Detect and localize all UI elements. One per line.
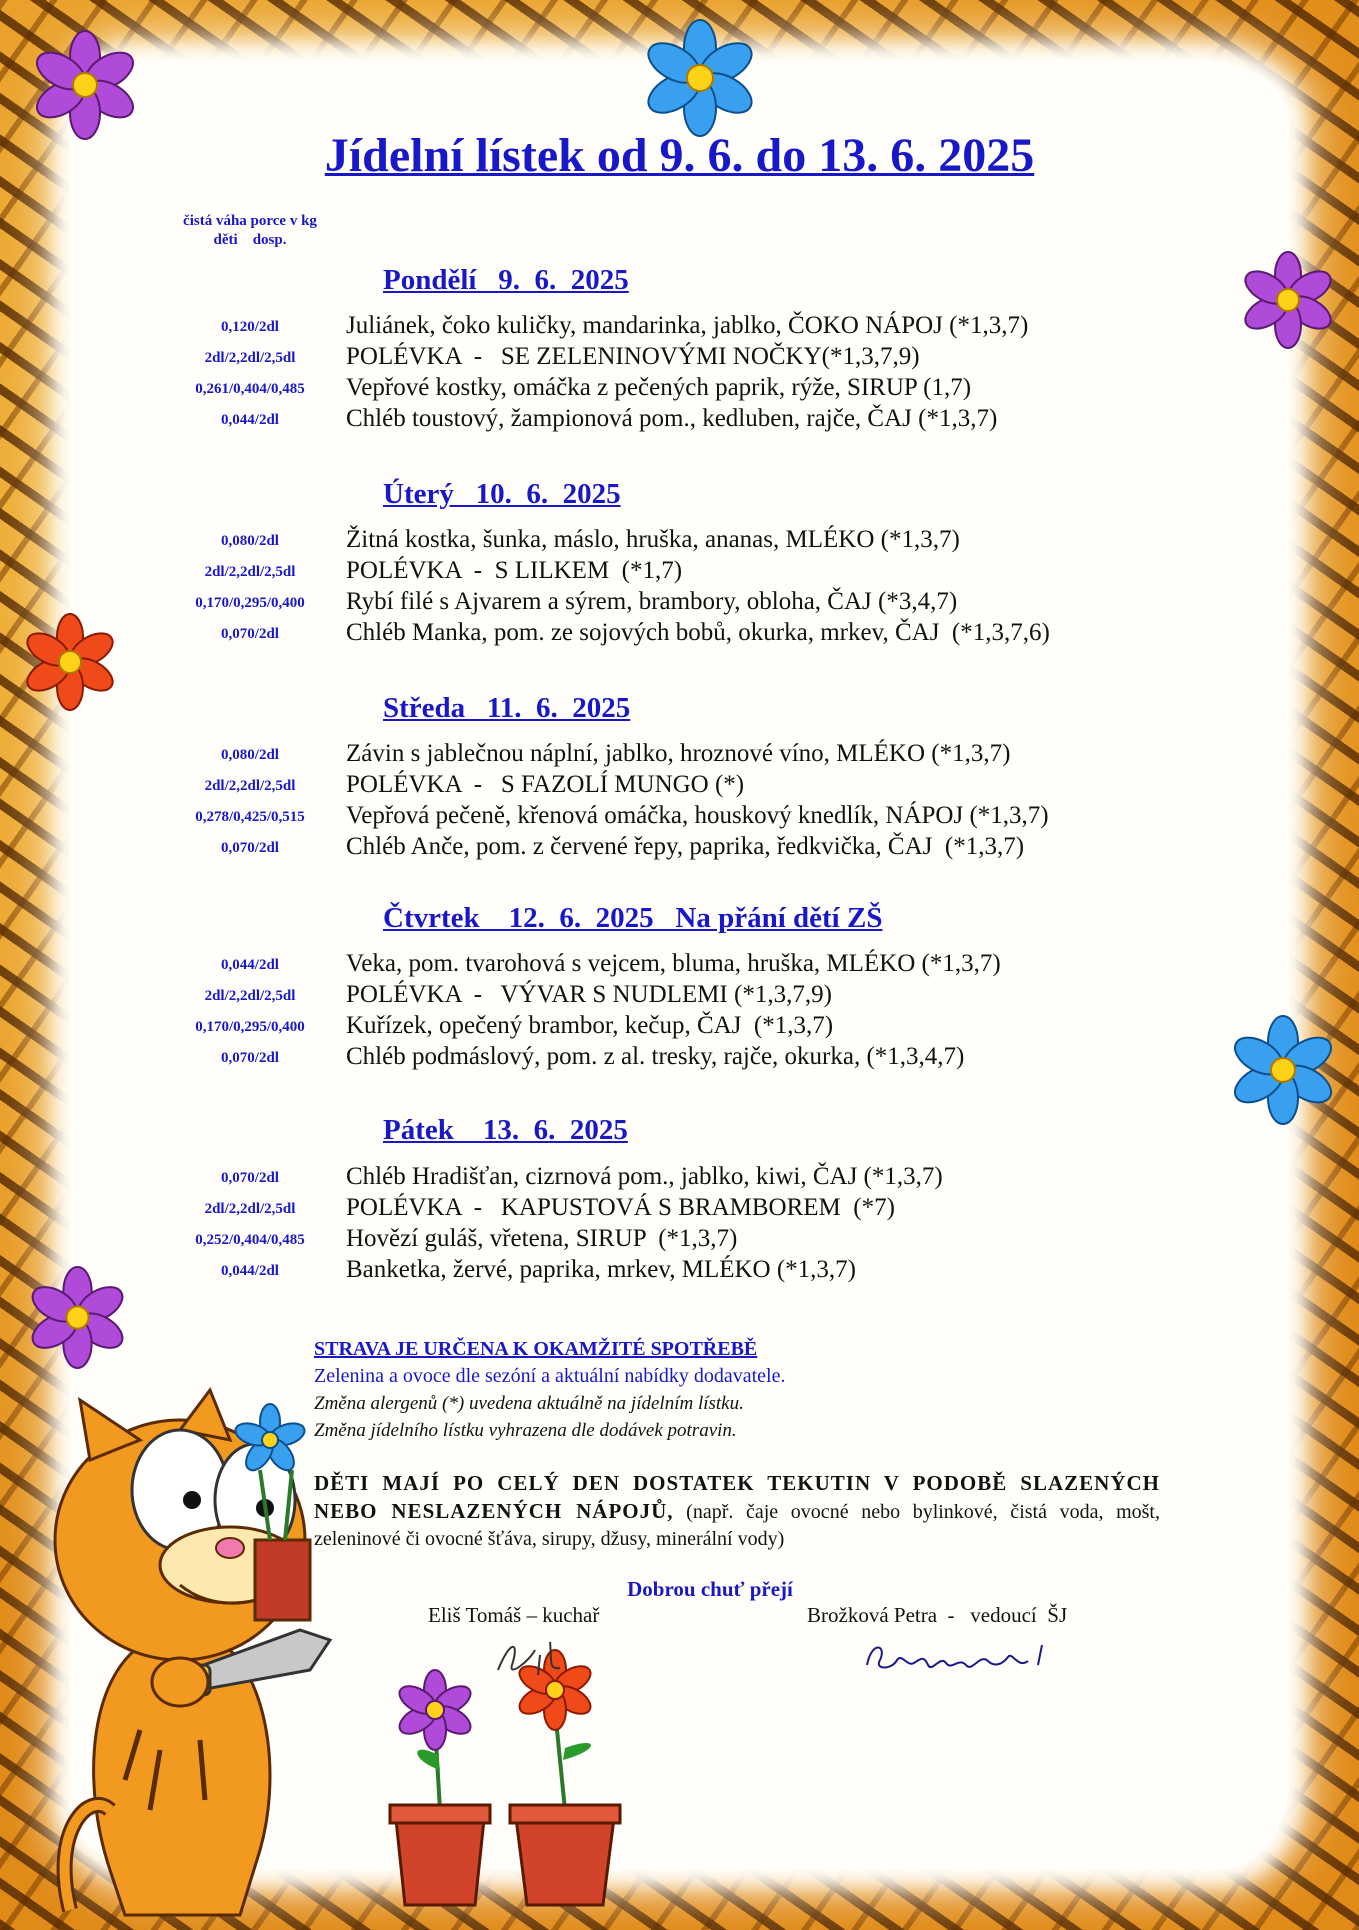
meal-item: Vepřové kostky, omáčka z pečených paprik, rýže, SIRUP (1,7) — [346, 374, 972, 401]
meal-item: Chléb Hradišťan, cizrnová pom., jablko, kiwi, ČAJ (*1,3,7) — [346, 1163, 943, 1190]
menu-row — [0, 557, 1200, 588]
menu-row — [0, 771, 1200, 802]
meal-item: POLÉVKA - KAPUSTOVÁ S BRAMBOREM (*7) — [346, 1194, 895, 1221]
menu-row — [0, 1163, 1200, 1194]
menu-row — [0, 740, 1200, 771]
page-title: Jídelní lístek od 9. 6. do 13. 6. 2025 — [324, 129, 1035, 182]
meal-item: Závin s jablečnou náplní, jablko, hroznové víno, MLÉKO (*1,3,7) — [346, 740, 1011, 767]
notes-produce: Zelenina a ovoce dle sezóní a aktuální nabídky dodavatele. — [314, 1365, 786, 1387]
portion-weight: 0,070/2dl — [221, 1050, 279, 1066]
portion-weight: 0,080/2dl — [221, 533, 279, 549]
weight-header-line2: děti dosp. — [213, 232, 287, 248]
menu-row — [0, 588, 1200, 619]
weight-column-header — [160, 212, 340, 250]
portion-weight: 0,261/0,404/0,485 — [195, 381, 305, 397]
meal-item: Chléb Anče, pom. z červené řepy, paprika, ředkvička, ČAJ (*1,3,7) — [346, 833, 1025, 860]
menu-row — [0, 619, 1200, 650]
drinks-notice — [314, 1470, 1160, 1553]
menu-row — [0, 950, 1200, 981]
portion-weight: 0,044/2dl — [221, 957, 279, 973]
menu-row — [0, 343, 1200, 374]
portion-weight: 2dl/2,2dl/2,5dl — [204, 988, 296, 1004]
menu-row — [0, 1012, 1200, 1043]
menu-row — [0, 1194, 1200, 1225]
notes-changes: Změna jídelního lístku vyhrazena dle dodávek potravin. — [314, 1420, 737, 1441]
notes-block — [314, 1336, 1164, 1444]
meal-item: Juliánek, čoko kuličky, mandarinka, jablko, ČOKO NÁPOJ (*1,3,7) — [346, 312, 1029, 339]
menu-row — [0, 981, 1200, 1012]
day-title-monday: Pondělí 9. 6. 2025 — [383, 264, 629, 296]
portion-weight: 0,278/0,425/0,515 — [195, 809, 305, 825]
meal-item: Chléb podmáslový, pom. z al. tresky, rajče, okurka, (*1,3,4,7) — [346, 1043, 965, 1070]
portion-weight: 0,044/2dl — [221, 1263, 279, 1279]
manager-name: Brožková Petra - vedoucí ŠJ — [807, 1603, 1068, 1627]
menu-row — [0, 1043, 1200, 1074]
notes-allergens: Změna alergenů (*) uvedena aktuálně na jídelním lístku. — [314, 1393, 744, 1414]
meal-item: Veka, pom. tvarohová s vejcem, bluma, hruška, MLÉKO (*1,3,7) — [346, 950, 1001, 977]
portion-weight: 0,070/2dl — [221, 1170, 279, 1186]
notes-consumption: STRAVA JE URČENA K OKAMŽITÉ SPOTŘEBĚ — [314, 1338, 758, 1360]
meal-item: POLÉVKA - S LILKEM (*1,7) — [346, 557, 683, 584]
meal-item: Chléb toustový, žampionová pom., kedluben, rajče, ČAJ (*1,3,7) — [346, 405, 998, 432]
menu-row — [0, 526, 1200, 557]
cook-name: Eliš Tomáš – kuchař — [428, 1603, 600, 1627]
portion-weight: 0,252/0,404/0,485 — [195, 1232, 305, 1248]
portion-weight: 0,070/2dl — [221, 840, 279, 856]
portion-weight: 0,120/2dl — [221, 319, 279, 335]
menu-row — [0, 1256, 1200, 1287]
meal-item: Rybí filé s Ajvarem a sýrem, brambory, obloha, ČAJ (*3,4,7) — [346, 588, 958, 615]
day-title-wednesday: Středa 11. 6. 2025 — [383, 692, 631, 724]
weight-header-line1: čistá váha porce v kg — [183, 213, 317, 229]
drinks-notice-bold: DĚTI MAJÍ PO CELÝ DEN DOSTATEK TEKUTIN V PODOBĚ SLAZENÝCH NEBO NESLAZENÝCH NÁPOJŮ, — [314, 1471, 1160, 1523]
portion-weight: 0,170/0,295/0,400 — [195, 1019, 305, 1035]
cook-signature — [490, 1630, 570, 1690]
meal-item: POLÉVKA - SE ZELENINOVÝMI NOČKY(*1,3,7,9) — [346, 343, 920, 370]
manager-signature — [862, 1635, 1062, 1685]
menu-row — [0, 802, 1200, 833]
meal-item: Žitná kostka, šunka, máslo, hruška, ananas, MLÉKO (*1,3,7) — [346, 526, 960, 553]
meal-item: Banketka, žervé, paprika, mrkev, MLÉKO (*1,3,7) — [346, 1256, 857, 1283]
menu-row — [0, 312, 1200, 343]
menu-row — [0, 405, 1200, 436]
portion-weight: 2dl/2,2dl/2,5dl — [204, 350, 296, 366]
portion-weight: 0,044/2dl — [221, 412, 279, 428]
meal-item: Hovězí guláš, vřetena, SIRUP (*1,3,7) — [346, 1225, 738, 1252]
portion-weight: 2dl/2,2dl/2,5dl — [204, 564, 296, 580]
portion-weight: 2dl/2,2dl/2,5dl — [204, 778, 296, 794]
day-title-friday: Pátek 13. 6. 2025 — [383, 1114, 628, 1146]
portion-weight: 0,080/2dl — [221, 747, 279, 763]
day-title-thursday: Čtvrtek 12. 6. 2025 Na přání dětí ZŠ — [383, 902, 883, 934]
menu-row — [0, 1225, 1200, 1256]
drinks-notice-rest: (např. čaje ovocné nebo bylinkové, čistá voda, mošt, zeleninové či ovocné šťáva, sirupy, džusy, minerální vody) — [314, 1501, 1160, 1550]
meal-item: POLÉVKA - S FAZOLÍ MUNGO (*) — [346, 771, 745, 798]
portion-weight: 2dl/2,2dl/2,5dl — [204, 1201, 296, 1217]
portion-weight: 0,170/0,295/0,400 — [195, 595, 305, 611]
meal-item: Kuřízek, opečený brambor, kečup, ČAJ (*1,3,7) — [346, 1012, 834, 1039]
meal-item: Vepřová pečeně, křenová omáčka, houskový knedlík, NÁPOJ (*1,3,7) — [346, 802, 1049, 829]
meal-item: Chléb Manka, pom. ze sojových bobů, okurka, mrkev, ČAJ (*1,3,7,6) — [346, 619, 1050, 646]
menu-row — [0, 833, 1200, 864]
meal-item: POLÉVKA - VÝVAR S NUDLEMI (*1,3,7,9) — [346, 981, 832, 1008]
day-title-tuesday: Úterý 10. 6. 2025 — [383, 478, 621, 510]
menu-row — [0, 374, 1200, 405]
portion-weight: 0,070/2dl — [221, 626, 279, 642]
closing-greeting: Dobrou chuť přejí — [627, 1577, 793, 1601]
